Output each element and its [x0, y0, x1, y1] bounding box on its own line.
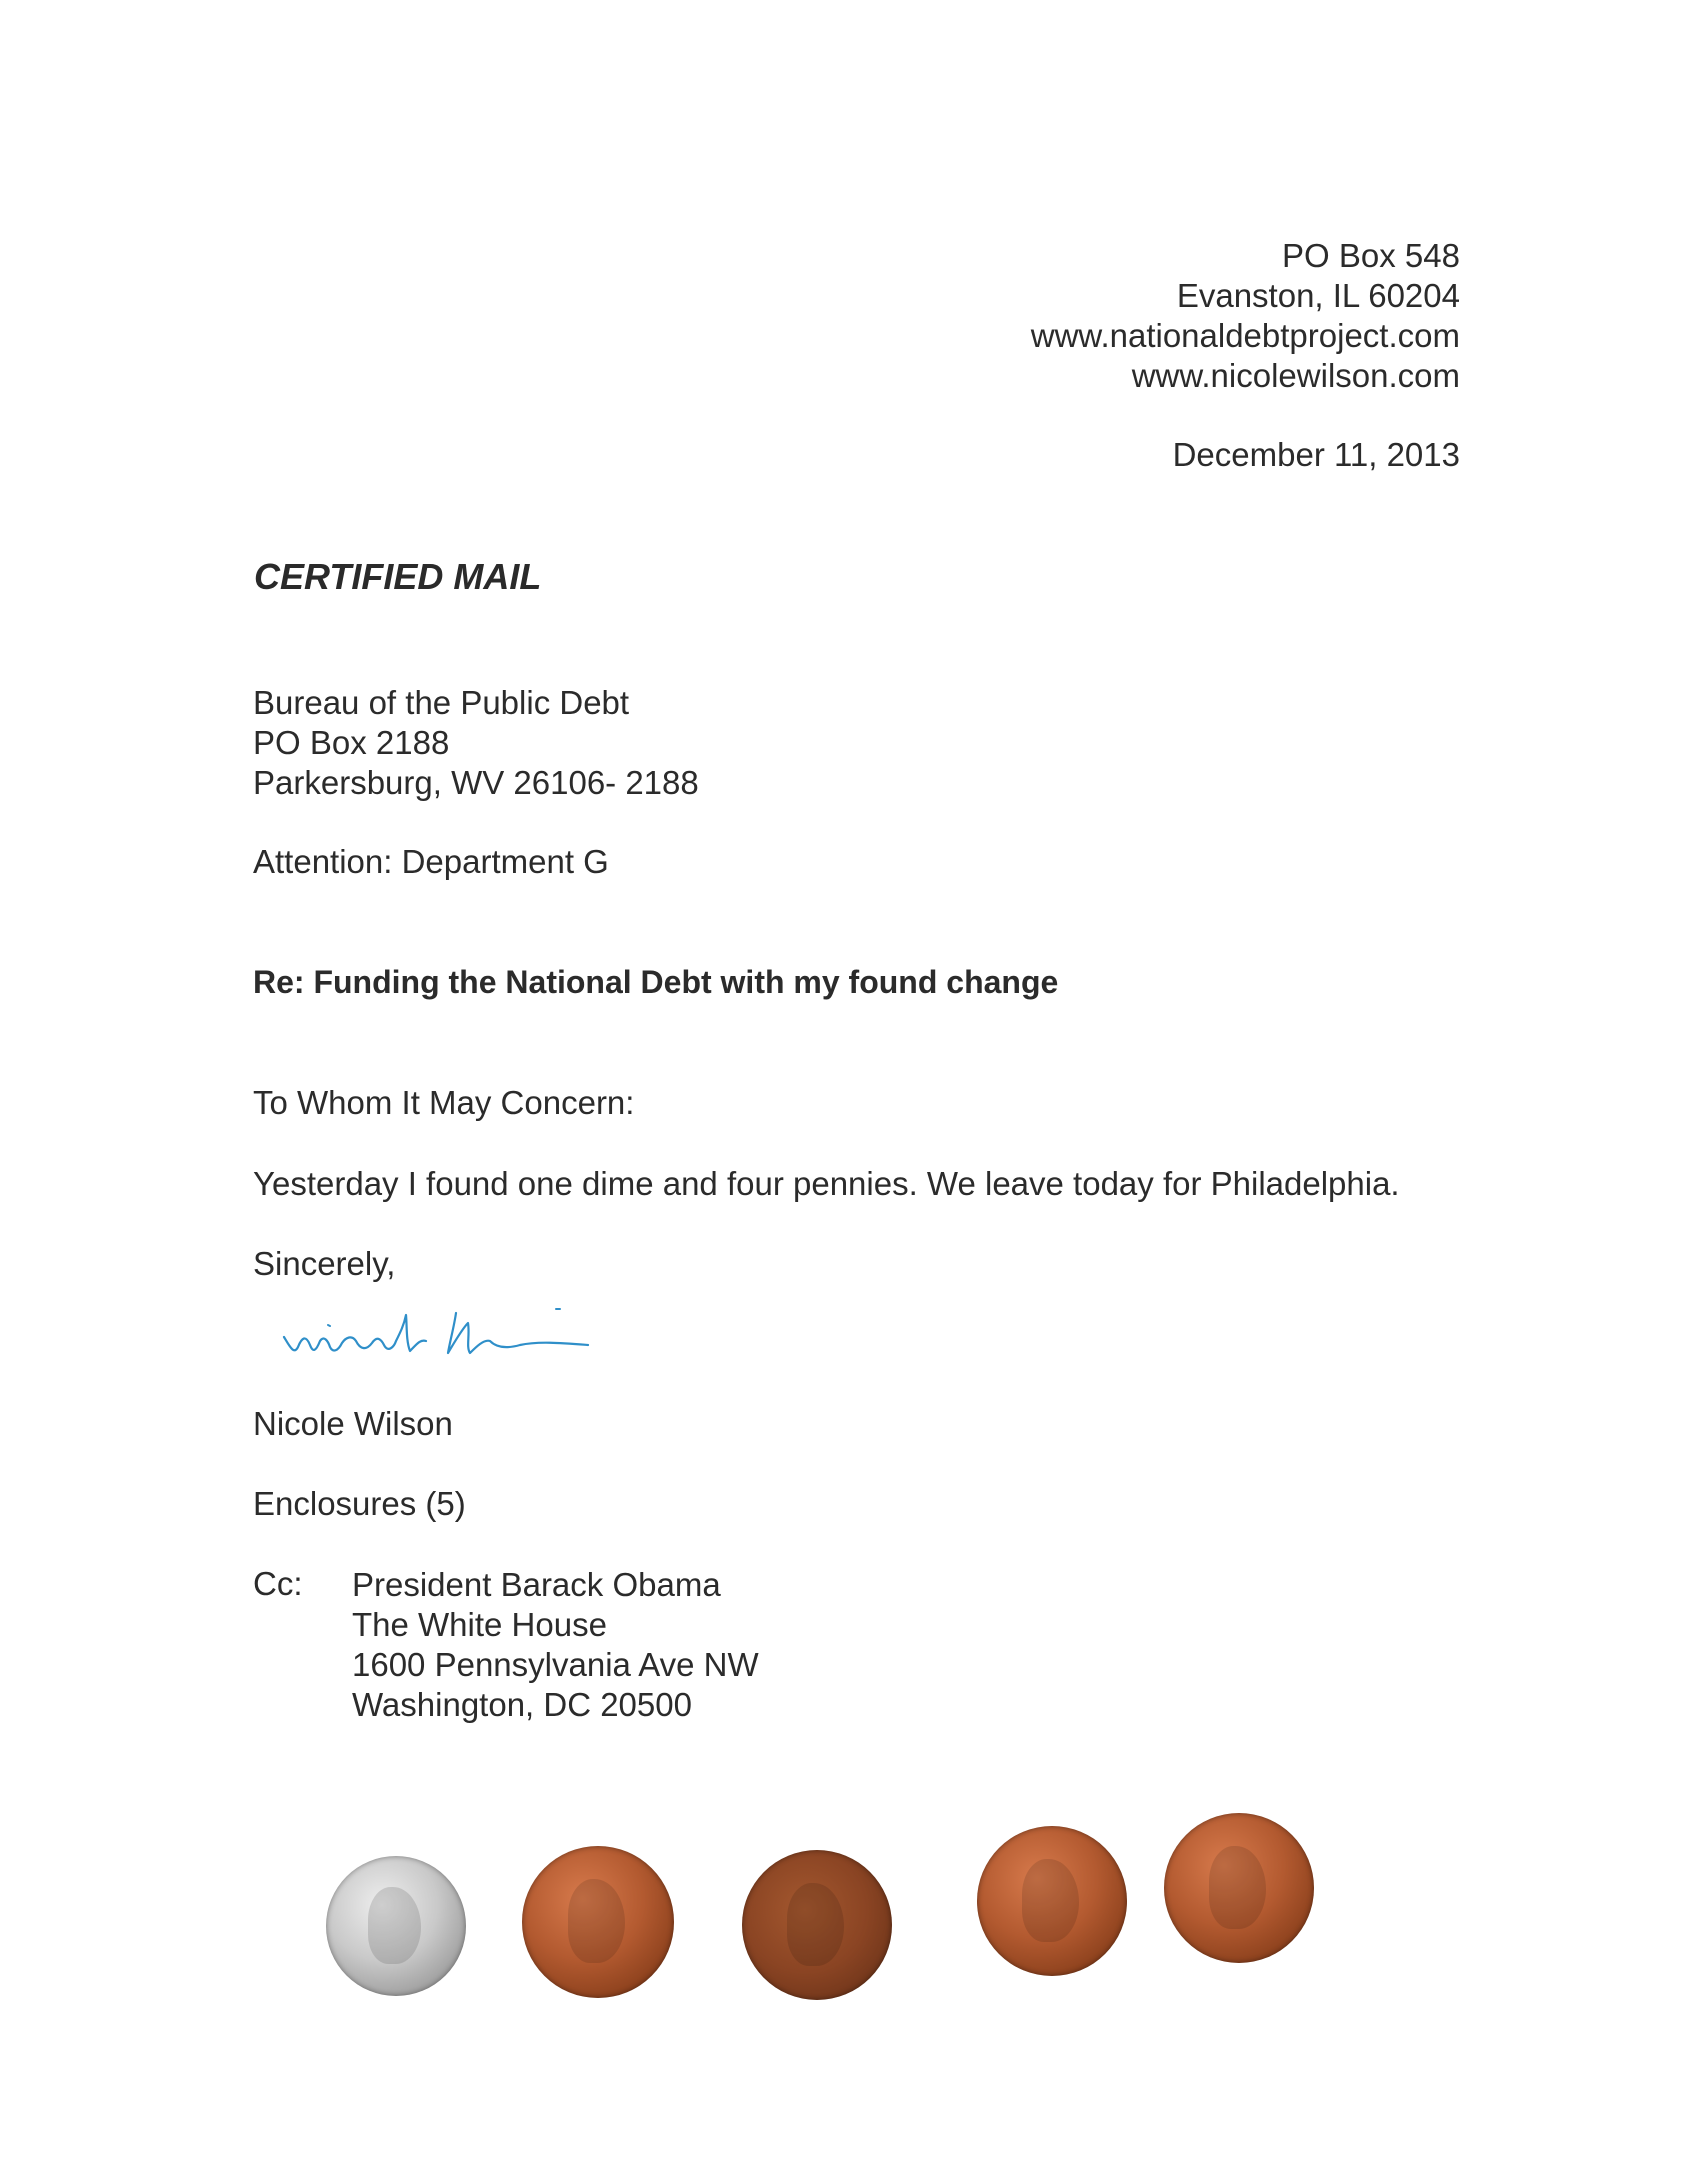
recipient-city: Parkersburg, WV 26106- 2188	[253, 764, 699, 801]
coin-profile	[1209, 1846, 1266, 1929]
sender-city: Evanston, IL 60204	[1176, 277, 1460, 314]
coin-profile	[368, 1887, 421, 1964]
penny-coin-image	[1164, 1813, 1314, 1963]
enclosures-note: Enclosures (5)	[253, 1485, 466, 1522]
dime-coin-image	[326, 1856, 466, 1996]
penny-coin-image	[742, 1850, 892, 2000]
cc-name: President Barack Obama	[352, 1566, 721, 1603]
cc-address	[352, 1565, 759, 1725]
salutation: To Whom It May Concern:	[253, 1084, 635, 1121]
sender-po-box: PO Box 548	[1282, 237, 1460, 274]
letter-body: Yesterday I found one dime and four pennies. We leave today for Philadelphia.	[253, 1165, 1400, 1202]
sender-address	[760, 236, 1460, 396]
subject-line: Re: Funding the National Debt with my found change	[253, 964, 1059, 1000]
letter-date: December 11, 2013	[1172, 436, 1460, 473]
certified-mail-heading: CERTIFIED MAIL	[254, 556, 542, 597]
handwritten-signature	[280, 1295, 620, 1375]
recipient-address	[253, 683, 699, 803]
coin-profile	[787, 1883, 844, 1966]
recipient-name: Bureau of the Public Debt	[253, 684, 630, 721]
cc-building: The White House	[352, 1606, 607, 1643]
recipient-po-box: PO Box 2188	[253, 724, 450, 761]
penny-coin-image	[977, 1826, 1127, 1976]
sender-website-2: www.nicolewilson.com	[1131, 357, 1460, 394]
cc-city: Washington, DC 20500	[352, 1686, 692, 1723]
cc-label: Cc:	[253, 1565, 303, 1602]
cc-street: 1600 Pennsylvania Ave NW	[352, 1646, 759, 1683]
sender-website-1: www.nationaldebtproject.com	[1030, 317, 1460, 354]
attention-line: Attention: Department G	[253, 843, 609, 880]
signer-name: Nicole Wilson	[253, 1405, 453, 1442]
coin-profile	[568, 1879, 626, 1963]
penny-coin-image	[522, 1846, 674, 1998]
closing: Sincerely,	[253, 1245, 396, 1282]
coin-profile	[1022, 1859, 1079, 1942]
